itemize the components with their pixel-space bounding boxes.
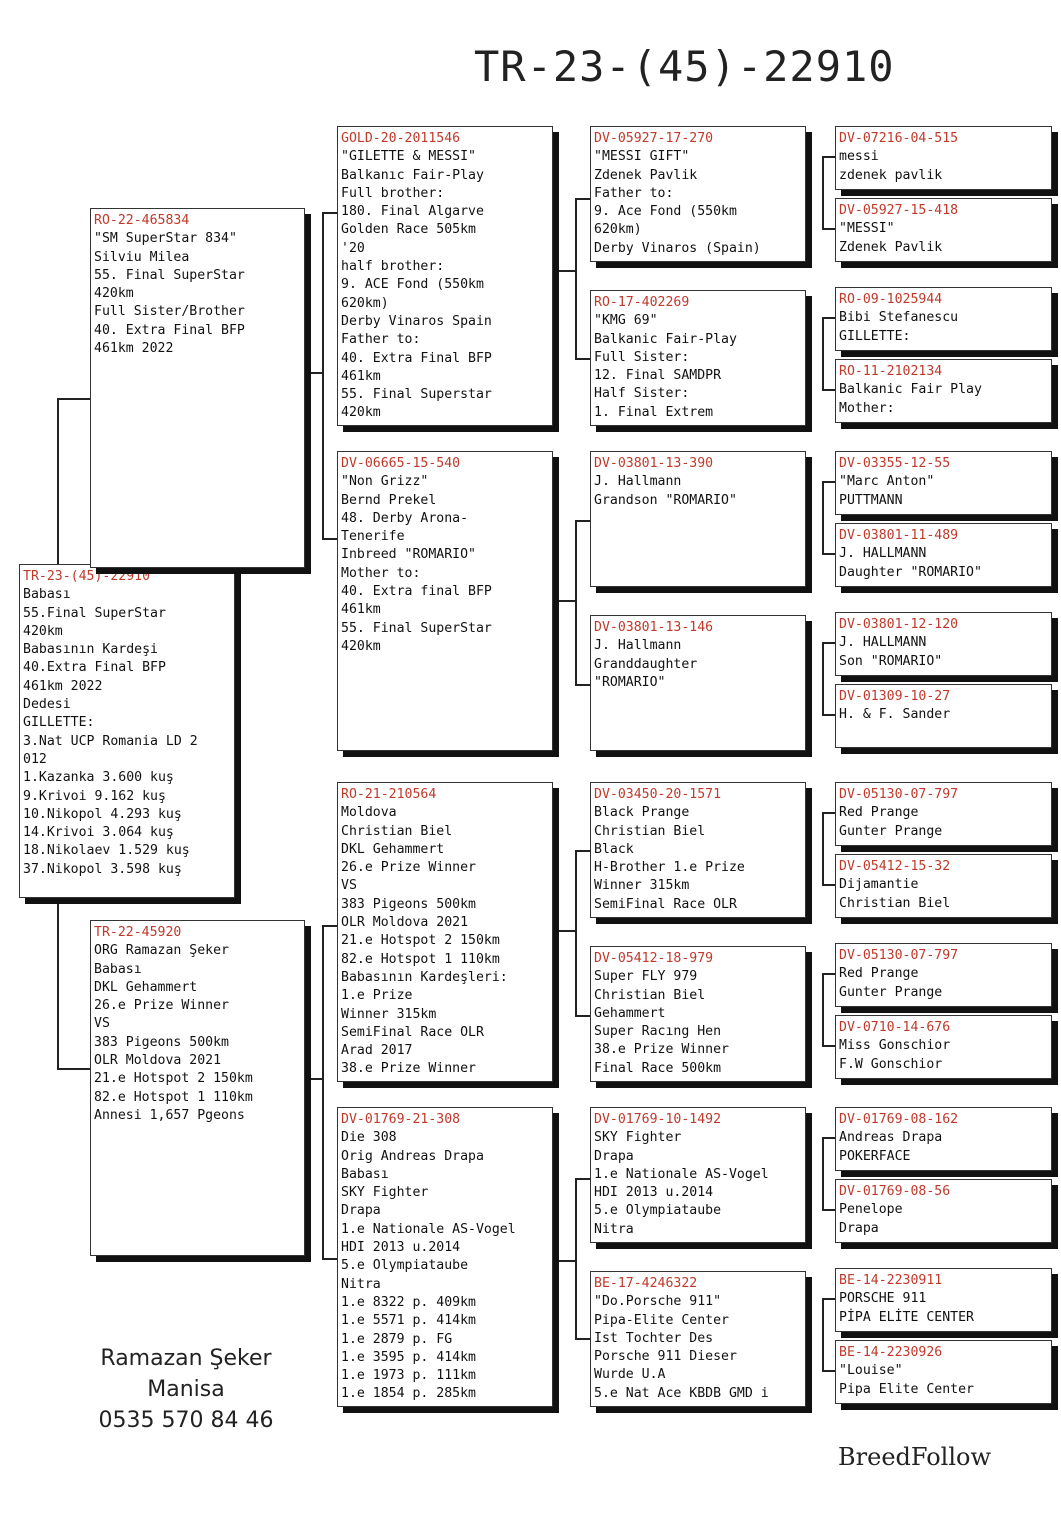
owner-phone: 0535 570 84 46 (98, 1408, 274, 1433)
pigeon-info-line: Nitra (594, 1221, 634, 1237)
pigeon-info-line: OLR Moldova 2021 (94, 1053, 222, 1069)
pigeon-info-line: 5.e Nat Ace KBDB GMD i (594, 1385, 769, 1401)
pigeon-card-g4-10[interactable] (835, 854, 1052, 918)
ring-number: DV-01769-08-56 (839, 1184, 951, 1199)
pigeon-info-line: 180. Final Algarve (341, 204, 484, 220)
pigeon-info-line: J. HALLMANN (839, 635, 927, 651)
ring-number: BE-17-4246322 (594, 1276, 698, 1291)
pigeon-info-line: Arad 2017 (341, 1043, 413, 1059)
pigeon-info-line: 461km 2022 (23, 678, 103, 694)
pigeon-info-line: ORG Ramazan Şeker (94, 943, 229, 959)
pigeon-info-line: Orig Andreas Drapa (341, 1148, 484, 1164)
pigeon-info-line: 461km 2022 (94, 341, 174, 357)
pigeon-info-line: Winner 315km (341, 1006, 437, 1022)
connector-line (57, 398, 90, 400)
connector-line (304, 1078, 323, 1080)
pigeon-info-line: 55. Final Superstar (341, 387, 492, 403)
pigeon-info-line: Super Racıng Hen (594, 1024, 722, 1040)
pigeon-card-g4-13[interactable] (835, 1107, 1052, 1171)
pigeon-info-line: Father to: (594, 185, 674, 201)
pigeon-card-sire[interactable] (90, 208, 305, 568)
connector-line (822, 812, 835, 814)
pigeon-info-line: "MESSI GIFT" (594, 149, 690, 165)
pigeon-info-line: Mother to: (341, 565, 421, 581)
connector-line (575, 1015, 590, 1017)
pigeon-info-line: 1.e 1854 p. 285km (341, 1386, 476, 1402)
pigeon-info-line: Tenerife (341, 529, 405, 545)
connector-line (822, 642, 835, 644)
pigeon-card-dss[interactable] (590, 782, 806, 918)
pigeon-info-line: Balkanıc Fair-Play (341, 167, 484, 183)
pedigree-title: TR-23-(45)-22910 (474, 42, 895, 91)
ring-number: DV-06665-15-540 (341, 456, 461, 471)
pigeon-card-g4-12[interactable] (835, 1015, 1052, 1079)
pigeon-info-line: 18.Nikolaev 1.529 kuş (23, 843, 190, 859)
connector-line (304, 372, 323, 374)
connector-line (553, 930, 576, 932)
pigeon-info-line: Dedesi (23, 697, 71, 713)
pigeon-info-line: HDI 2013 u.2014 (594, 1185, 714, 1201)
connector-line (822, 389, 835, 391)
connector-line (822, 317, 835, 319)
pigeon-info-line: SKY Fighter (341, 1185, 429, 1201)
pigeon-info-line: Christian Biel (594, 987, 706, 1003)
ring-number: DV-07216-04-515 (839, 131, 959, 146)
pigeon-info-line: HDI 2013 u.2014 (341, 1240, 461, 1256)
pigeon-info-line: 461km (341, 602, 381, 618)
pigeon-info-line: Babasının Kardeşi (23, 642, 158, 658)
connector-line (822, 481, 835, 483)
pigeon-info-line: 21.e Hotspot 2 150km (341, 933, 500, 949)
owner-city: Manisa (147, 1377, 225, 1402)
pigeon-card-g4-16[interactable] (835, 1340, 1052, 1404)
pigeon-card-sire-sire[interactable] (337, 126, 553, 426)
pigeon-info-line: Miss Gonschior (839, 1038, 951, 1054)
pigeon-card-ddd[interactable] (590, 1271, 806, 1407)
connector-line (322, 925, 337, 927)
pigeon-info-line: Christian Biel (594, 823, 706, 839)
ring-number: DV-05130-07-797 (839, 787, 959, 802)
ring-number: DV-03355-12-55 (839, 456, 951, 471)
connector-line (822, 1370, 835, 1372)
ring-number: RO-17-402269 (594, 295, 690, 310)
connector-line (575, 850, 577, 1015)
pigeon-info-line: 5.e Olympiataube (594, 1203, 722, 1219)
pigeon-info-line: Full Sister: (594, 349, 690, 365)
pigeon-info-line: Red Prange (839, 805, 919, 821)
ring-number: DV-01769-21-308 (341, 1112, 461, 1127)
connector-line (575, 520, 590, 522)
pigeon-info-line: Ist Tochter Des (594, 1330, 714, 1346)
pigeon-info-line: 55. Final SuperStar (94, 267, 245, 283)
pigeon-info-line: Drapa (594, 1148, 634, 1164)
connector-line (822, 1045, 835, 1047)
pigeon-info-line: Pipa-Elite Center (594, 1312, 729, 1328)
pigeon-info-line: Drapa (839, 1220, 879, 1236)
connector-line (575, 850, 590, 852)
ring-number: RO-11-2102134 (839, 364, 943, 379)
pigeon-card-g4-3[interactable] (835, 287, 1052, 351)
pigeon-info-line: 55. Final SuperStar (341, 620, 492, 636)
pigeon-info-line: Derby Vinaros (Spain) (594, 240, 761, 256)
ring-number: DV-01769-10-1492 (594, 1112, 722, 1127)
ring-number: DV-05412-18-979 (594, 951, 714, 966)
pigeon-info-line: 5.e Olympiataube (341, 1258, 469, 1274)
pigeon-info-line: SemiFinal Race OLR (594, 896, 737, 912)
pigeon-info-line: Annesi 1,657 Pgeons (94, 1107, 245, 1123)
pigeon-info-line: DKL Gehammert (94, 979, 198, 995)
pigeon-info-line: Balkanic Fair Play (839, 382, 982, 398)
brand-logo-text: BreedFollow (838, 1443, 992, 1471)
pigeon-info-line: 1.e 5571 p. 414km (341, 1313, 476, 1329)
ring-number: RO-21-210564 (341, 787, 437, 802)
pigeon-info-line: 012 (23, 751, 47, 767)
pigeon-info-line: 26.e Prize Winner (94, 998, 229, 1014)
pigeon-card-subject[interactable] (19, 564, 235, 898)
pigeon-info-line: 9. ACE Fond (550km (341, 277, 484, 293)
ring-number: TR-22-45920 (94, 925, 182, 940)
pigeon-info-line: 26.e Prize Winner (341, 860, 476, 876)
connector-line (822, 812, 824, 884)
pigeon-info-line: Mother: (839, 400, 895, 416)
ring-number: DV-01309-10-27 (839, 689, 951, 704)
connector-line (575, 198, 590, 200)
connector-line (57, 398, 59, 564)
connector-line (575, 198, 577, 358)
pigeon-info-line: 40. Extra final BFP (341, 584, 492, 600)
connector-line (553, 600, 576, 602)
pigeon-info-line: DKL Gehammert (341, 841, 445, 857)
pigeon-info-line: 1.e Nationale AS-Vogel (341, 1221, 516, 1237)
connector-line (322, 538, 337, 540)
pigeon-info-line: 21.e Hotspot 2 150km (94, 1071, 253, 1087)
connector-line (822, 973, 824, 1045)
pigeon-info-line: Daughter "ROMARIO" (839, 564, 982, 580)
pigeon-info-line: 1.e Prize (341, 988, 413, 1004)
pigeon-card-dsd[interactable] (590, 946, 806, 1082)
pigeon-info-line: Final Race 500km (594, 1060, 722, 1076)
pigeon-info-line: Gunter Prange (839, 984, 943, 1000)
pigeon-card-g4-5[interactable] (835, 451, 1052, 515)
ring-number: DV-0710-14-676 (839, 1020, 951, 1035)
pigeon-info-line: PORSCHE 911 (839, 1291, 927, 1307)
pigeon-info-line: 9.Krivoi 9.162 kuş (23, 788, 166, 804)
connector-line (575, 358, 590, 360)
pigeon-card-dds[interactable] (590, 1107, 806, 1243)
ring-number: DV-03450-20-1571 (594, 787, 722, 802)
pigeon-info-line: Balkanic Fair-Play (594, 331, 737, 347)
connector-line (822, 642, 824, 714)
pigeon-info-line: Inbreed "ROMARIO" (341, 547, 476, 563)
pigeon-info-line: 420km (341, 405, 381, 421)
pigeon-card-g4-15[interactable] (835, 1268, 1052, 1332)
pigeon-info-line: 383 Pigeons 500km (341, 896, 476, 912)
pigeon-info-line: Winner 315km (594, 878, 690, 894)
pigeon-info-line: 420km (23, 623, 63, 639)
pigeon-info-line: PUTTMANN (839, 492, 903, 508)
pigeon-info-line: Zdenek Pavlik (594, 167, 698, 183)
pigeon-card-g4-2[interactable] (835, 198, 1052, 262)
ring-number: DV-03801-11-489 (839, 528, 959, 543)
connector-line (322, 1258, 337, 1260)
pigeon-info-line: '20 (341, 240, 365, 256)
pigeon-info-line: 40. Extra Final BFP (94, 322, 245, 338)
connector-line (575, 1178, 577, 1338)
pigeon-info-line: "ROMARIO" (594, 674, 666, 690)
pigeon-card-sss[interactable] (590, 126, 806, 262)
pigeon-info-line: 38.e Prize Winner (341, 1061, 476, 1077)
pigeon-info-line: Nitra (341, 1276, 381, 1292)
pigeon-info-line: J. Hallmann (594, 474, 682, 490)
owner-name: Ramazan Şeker (100, 1346, 272, 1371)
pigeon-info-line: "Do.Porsche 911" (594, 1294, 722, 1310)
pigeon-info-line: 40. Extra Final BFP (341, 350, 492, 366)
ring-number: DV-05130-07-797 (839, 948, 959, 963)
pigeon-info-line: J. Hallmann (594, 638, 682, 654)
connector-line (822, 973, 835, 975)
pigeon-info-line: VS (341, 878, 357, 894)
pigeon-info-line: OLR Moldova 2021 (341, 915, 469, 931)
pigeon-info-line: 3.Nat UCP Romania LD 2 (23, 733, 198, 749)
pigeon-info-line: Black (594, 841, 634, 857)
pigeon-info-line: "GILETTE & MESSI" (341, 149, 476, 165)
pigeon-info-line: 82.e Hotspot 1 110km (341, 951, 500, 967)
pigeon-info-line: Porsche 911 Dieser (594, 1349, 737, 1365)
pigeon-info-line: half brother: (341, 259, 445, 275)
pigeon-info-line: 37.Nikopol 3.598 kuş (23, 861, 182, 877)
pigeon-info-line: Zdenek Pavlik (839, 239, 943, 255)
ring-number: DV-03801-13-146 (594, 620, 714, 635)
ring-number: DV-05412-15-32 (839, 859, 951, 874)
pigeon-card-g4-14[interactable] (835, 1179, 1052, 1243)
pigeon-info-line: 1.e 1973 p. 111km (341, 1368, 476, 1384)
ring-number: DV-03801-12-120 (839, 617, 959, 632)
pigeon-card-g4-6[interactable] (835, 523, 1052, 587)
pigeon-info-line: PİPA ELİTE CENTER (839, 1309, 974, 1325)
pigeon-info-line: GILLETTE: (839, 328, 911, 344)
pigeon-card-sdd[interactable] (590, 615, 806, 751)
pigeon-card-dam-dam[interactable] (337, 1107, 553, 1407)
pigeon-info-line: Granddaughter (594, 656, 698, 672)
connector-line (822, 884, 835, 886)
connector-line (822, 1298, 824, 1370)
pigeon-info-line: 38.e Prize Winner (594, 1042, 729, 1058)
ring-number: RO-22-465834 (94, 213, 190, 228)
pigeon-info-line: Red Prange (839, 966, 919, 982)
pigeon-info-line: GILLETTE: (23, 715, 95, 731)
pigeon-card-g4-11[interactable] (835, 943, 1052, 1007)
connector-line (822, 1209, 835, 1211)
pigeon-info-line: Black Prange (594, 805, 690, 821)
pigeon-info-line: SKY Fighter (594, 1130, 682, 1146)
pigeon-info-line: Full Sister/Brother (94, 304, 245, 320)
connector-line (57, 900, 59, 1070)
connector-line (553, 270, 576, 272)
pigeon-info-line: Bibi Stefanescu (839, 310, 959, 326)
connector-line (322, 212, 337, 214)
pigeon-card-dam[interactable] (90, 920, 305, 1256)
pigeon-info-line: Babası (341, 1166, 389, 1182)
ring-number: TR-23-(45)-22910 (23, 569, 151, 584)
pigeon-info-line: "MESSI" (839, 221, 895, 237)
pigeon-info-line: Wurde U.A (594, 1367, 666, 1383)
pigeon-info-line: Gunter Prange (839, 823, 943, 839)
connector-line (575, 520, 577, 684)
pigeon-info-line: "Louise" (839, 1363, 903, 1379)
connector-line (322, 925, 324, 1258)
pigeon-info-line: Golden Race 505km (341, 222, 476, 238)
pigeon-card-sire-dam[interactable] (337, 451, 553, 751)
ring-number: DV-03801-13-390 (594, 456, 714, 471)
pigeon-info-line: 420km (94, 286, 134, 302)
pigeon-info-line: Andreas Drapa (839, 1130, 943, 1146)
pigeon-info-line: VS (94, 1016, 110, 1032)
owner-info (86, 1343, 286, 1436)
connector-line (822, 1137, 824, 1209)
connector-line (575, 1178, 590, 1180)
pigeon-info-line: 1.e 8322 p. 409km (341, 1294, 476, 1310)
connector-line (822, 481, 824, 553)
connector-line (822, 553, 835, 555)
connector-line (822, 156, 824, 228)
pigeon-info-line: Drapa (341, 1203, 381, 1219)
pigeon-info-line: Full brother: (341, 185, 445, 201)
pigeon-info-line: Christian Biel (839, 895, 951, 911)
pigeon-card-ssd[interactable] (590, 290, 806, 426)
pigeon-info-line: Penelope (839, 1202, 903, 1218)
pigeon-info-line: Dijamantie (839, 877, 919, 893)
pigeon-info-line: Babası (94, 961, 142, 977)
pigeon-info-line: 620km) (594, 222, 642, 238)
connector-line (822, 228, 835, 230)
pigeon-info-line: Die 308 (341, 1130, 397, 1146)
connector-line (822, 156, 835, 158)
connector-line (575, 684, 590, 686)
pigeon-card-sds[interactable] (590, 451, 806, 587)
pigeon-info-line: 14.Krivoi 3.064 kuş (23, 825, 174, 841)
pigeon-info-line: Super FLY 979 (594, 969, 698, 985)
pigeon-info-line: messi (839, 149, 879, 165)
pigeon-info-line: Pipa Elite Center (839, 1381, 974, 1397)
pigeon-info-line: 12. Final SAMDPR (594, 368, 722, 384)
pigeon-info-line: 1.e 2879 p. FG (341, 1331, 453, 1347)
pigeon-info-line: 40.Extra Final BFP (23, 660, 166, 676)
pigeon-info-line: H. & F. Sander (839, 707, 951, 723)
pigeon-info-line: 48. Derby Arona- (341, 510, 469, 526)
pigeon-info-line: Father to: (341, 332, 421, 348)
pigeon-card-g4-8[interactable] (835, 684, 1052, 748)
ring-number: GOLD-20-2011546 (341, 131, 461, 146)
pigeon-card-dam-sire[interactable] (337, 782, 553, 1082)
pigeon-info-line: 1.e 3595 p. 414km (341, 1349, 476, 1365)
pigeon-info-line: "Marc Anton" (839, 474, 935, 490)
pigeon-info-line: 82.e Hotspot 1 110km (94, 1089, 253, 1105)
connector-line (822, 317, 824, 389)
pigeon-info-line: SemiFinal Race OLR (341, 1024, 484, 1040)
pigeon-info-line: Half Sister: (594, 386, 690, 402)
ring-number: DV-01769-08-162 (839, 1112, 959, 1127)
pigeon-info-line: Christian Biel (341, 823, 453, 839)
pigeon-info-line: Babası (23, 587, 71, 603)
pigeon-info-line: POKERFACE (839, 1148, 911, 1164)
pigeon-info-line: Moldova (341, 805, 397, 821)
pigeon-info-line: 9. Ace Fond (550km (594, 204, 737, 220)
ring-number: DV-05927-17-270 (594, 131, 714, 146)
pigeon-info-line: Silviu Milea (94, 249, 190, 265)
pigeon-card-g4-4[interactable] (835, 359, 1052, 423)
connector-line (575, 1338, 590, 1340)
pigeon-info-line: Gehammert (594, 1005, 666, 1021)
pigeon-info-line: "SM SuperStar 834" (94, 231, 237, 247)
pigeon-card-g4-9[interactable] (835, 782, 1052, 846)
pigeon-info-line: Grandson "ROMARIO" (594, 492, 737, 508)
connector-line (822, 1137, 835, 1139)
pigeon-info-line: 10.Nikopol 4.293 kuş (23, 806, 182, 822)
pigeon-info-line: Bernd Prekel (341, 492, 437, 508)
pigeon-info-line: "Non Grizz" (341, 474, 429, 490)
ring-number: DV-05927-15-418 (839, 203, 959, 218)
ring-number: BE-14-2230926 (839, 1345, 943, 1360)
pigeon-info-line: Derby Vinaros Spain (341, 313, 492, 329)
pigeon-info-line: 1.Kazanka 3.600 kuş (23, 770, 174, 786)
pigeon-info-line: J. HALLMANN (839, 546, 927, 562)
pigeon-info-line: 461km (341, 368, 381, 384)
pigeon-info-line: zdenek pavlik (839, 167, 943, 183)
pigeon-info-line: 620km) (341, 295, 389, 311)
pigeon-info-line: 55.Final SuperStar (23, 605, 166, 621)
pigeon-info-line: "KMG 69" (594, 313, 658, 329)
pigeon-info-line: 420km (341, 638, 381, 654)
pigeon-card-g4-1[interactable] (835, 126, 1052, 190)
connector-line (322, 212, 324, 538)
pigeon-info-line: Babasının Kardeşleri: (341, 969, 508, 985)
ring-number: BE-14-2230911 (839, 1273, 943, 1288)
pigeon-info-line: 1. Final Extrem (594, 404, 714, 420)
pigeon-info-line: H-Brother 1.e Prize (594, 860, 745, 876)
connector-line (57, 1068, 90, 1070)
connector-line (553, 1260, 576, 1262)
pigeon-card-g4-7[interactable] (835, 612, 1052, 676)
connector-line (822, 1298, 835, 1300)
pigeon-info-line: F.W Gonschior (839, 1056, 943, 1072)
pigeon-info-line: 383 Pigeons 500km (94, 1034, 229, 1050)
ring-number: RO-09-1025944 (839, 292, 943, 307)
pigeon-info-line: Son "ROMARIO" (839, 653, 943, 669)
pigeon-info-line: 1.e Nationale AS-Vogel (594, 1166, 769, 1182)
connector-line (822, 714, 835, 716)
